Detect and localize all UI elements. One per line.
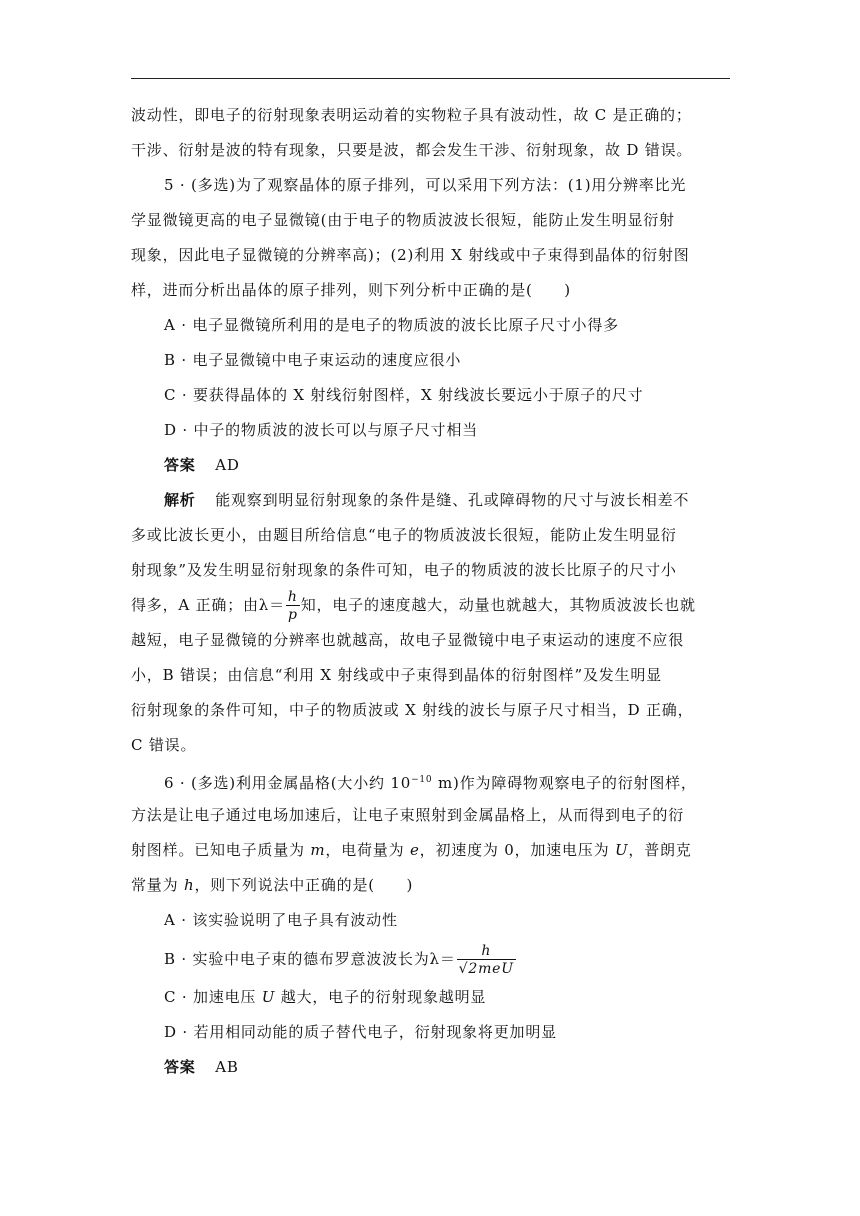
option-text: C · 加速电压 — [164, 988, 262, 1006]
question-stem: 方法是让电子通过电场加速后，让电子束照射到金属晶格上，从而得到电子的衍 — [131, 806, 685, 824]
answer-line — [131, 448, 730, 483]
question-stem — [131, 763, 730, 798]
variable-e: e — [409, 841, 420, 859]
fraction-numerator: h — [457, 944, 516, 960]
question-stem — [131, 833, 730, 868]
text-line: 干涉、衍射是波的特有现象，只要是波，都会发生干涉、衍射现象，故 D 错误。 — [131, 141, 693, 159]
analysis-formula-line — [131, 588, 730, 623]
fraction-denominator: √2meU — [458, 961, 514, 977]
stem-text: 射图样。已知电子质量为 — [131, 841, 311, 859]
question-stem: 现象，因此电子显微镜的分辨率高)；(2)利用 X 射线或中子束得到晶体的衍射图 — [131, 246, 690, 264]
question-stem — [131, 868, 730, 903]
fraction-wavelength — [457, 944, 516, 976]
option-text: B · 实验中电子束的德布罗意波波长为λ＝ — [164, 950, 456, 968]
answer-label: 答案 — [164, 456, 196, 474]
option-d: D · 若用相同动能的质子替代电子，衍射现象将更加明显 — [164, 1023, 557, 1041]
question-stem: 5 · (多选)为了观察晶体的原子排列，可以采用下列方法：(1)用分辨率比光 — [164, 176, 687, 194]
question-6 — [131, 763, 730, 1085]
fraction-h-over-p — [286, 590, 300, 622]
analysis-text: 小，B 错误；由信息“利用 X 射线或中子束得到晶体的衍射图样”及发生明显 — [131, 666, 662, 684]
document-body — [131, 98, 730, 1085]
analysis-text: 多或比波长更小，由题目所给信息“电子的物质波波长很短，能防止发生明显衍 — [131, 526, 677, 544]
option-d: D · 中子的物质波的波长可以与原子尺寸相当 — [164, 421, 478, 439]
stem-text: 常量为 — [131, 876, 184, 894]
answer-label: 答案 — [164, 1058, 196, 1076]
option-b: B · 电子显微镜中电子束运动的速度应很小 — [164, 351, 462, 369]
question-stem: 学显微镜更高的电子显微镜(由于电子的物质波波长很短，能防止发生明显衍射 — [131, 211, 675, 229]
option-c: C · 要获得晶体的 X 射线衍射图样，X 射线波长要远小于原子的尺寸 — [164, 386, 644, 404]
header-rule — [131, 78, 730, 79]
stem-text: ，电荷量为 — [325, 841, 410, 859]
answer-value: AB — [215, 1058, 239, 1076]
analysis-text: 射现象”及发生明显衍射现象的条件可知，电子的物质波的波长比原子的尺寸小 — [131, 561, 677, 579]
answer-line — [131, 1050, 730, 1085]
fraction-numerator: h — [287, 589, 298, 605]
variable-u: U — [614, 841, 629, 859]
option-a: A · 该实验说明了电子具有波动性 — [164, 911, 398, 929]
stem-text: ，则下列说法中正确的是( ) — [194, 876, 414, 894]
stem-text: m)作为障碍物观察电子的衍射图样， — [432, 774, 697, 792]
stem-text: 6 · (多选)利用金属晶格(大小约 10 — [164, 774, 412, 792]
stem-text: ，普朗克 — [628, 841, 692, 859]
option-text: 越大，电子的衍射现象越明显 — [275, 988, 487, 1006]
analysis-text: 得多，A 正确；由λ＝ — [131, 596, 285, 614]
variable-h: h — [183, 876, 195, 894]
stem-text: ，初速度为 0，加速电压为 — [419, 841, 615, 859]
variable-m: m — [310, 841, 326, 859]
option-b — [131, 938, 730, 980]
analysis-text: 越短，电子显微镜的分辨率也就越高，故电子显微镜中电子束运动的速度不应很 — [131, 631, 685, 649]
analysis-text: 衍射现象的条件可知，中子的物质波或 X 射线的波长与原子尺寸相当，D 正确， — [131, 701, 694, 719]
answer-value: AD — [215, 456, 240, 474]
variable-u: U — [261, 988, 276, 1006]
analysis-label: 解析 — [164, 491, 196, 509]
analysis-text: C 错误。 — [131, 736, 197, 754]
question-5 — [131, 168, 730, 763]
question-stem: 样，进而分析出晶体的原子排列，则下列分析中正确的是( ) — [131, 281, 571, 299]
option-a: A · 电子显微镜所利用的是电子的物质波的波长比原子尺寸小得多 — [164, 316, 619, 334]
text-line: 波动性，即电子的衍射现象表明运动着的实物粒子具有波动性，故 C 是正确的； — [131, 106, 692, 124]
analysis-line — [131, 483, 730, 518]
analysis-text: 能观察到明显衍射现象的条件是缝、孔或障碍物的尺寸与波长相差不 — [215, 491, 690, 509]
fraction-denominator: p — [287, 607, 298, 623]
option-c — [131, 980, 730, 1015]
exponent: −10 — [411, 775, 433, 785]
analysis-text: 知，电子的速度越大，动量也就越大，其物质波波长也就 — [300, 596, 696, 614]
